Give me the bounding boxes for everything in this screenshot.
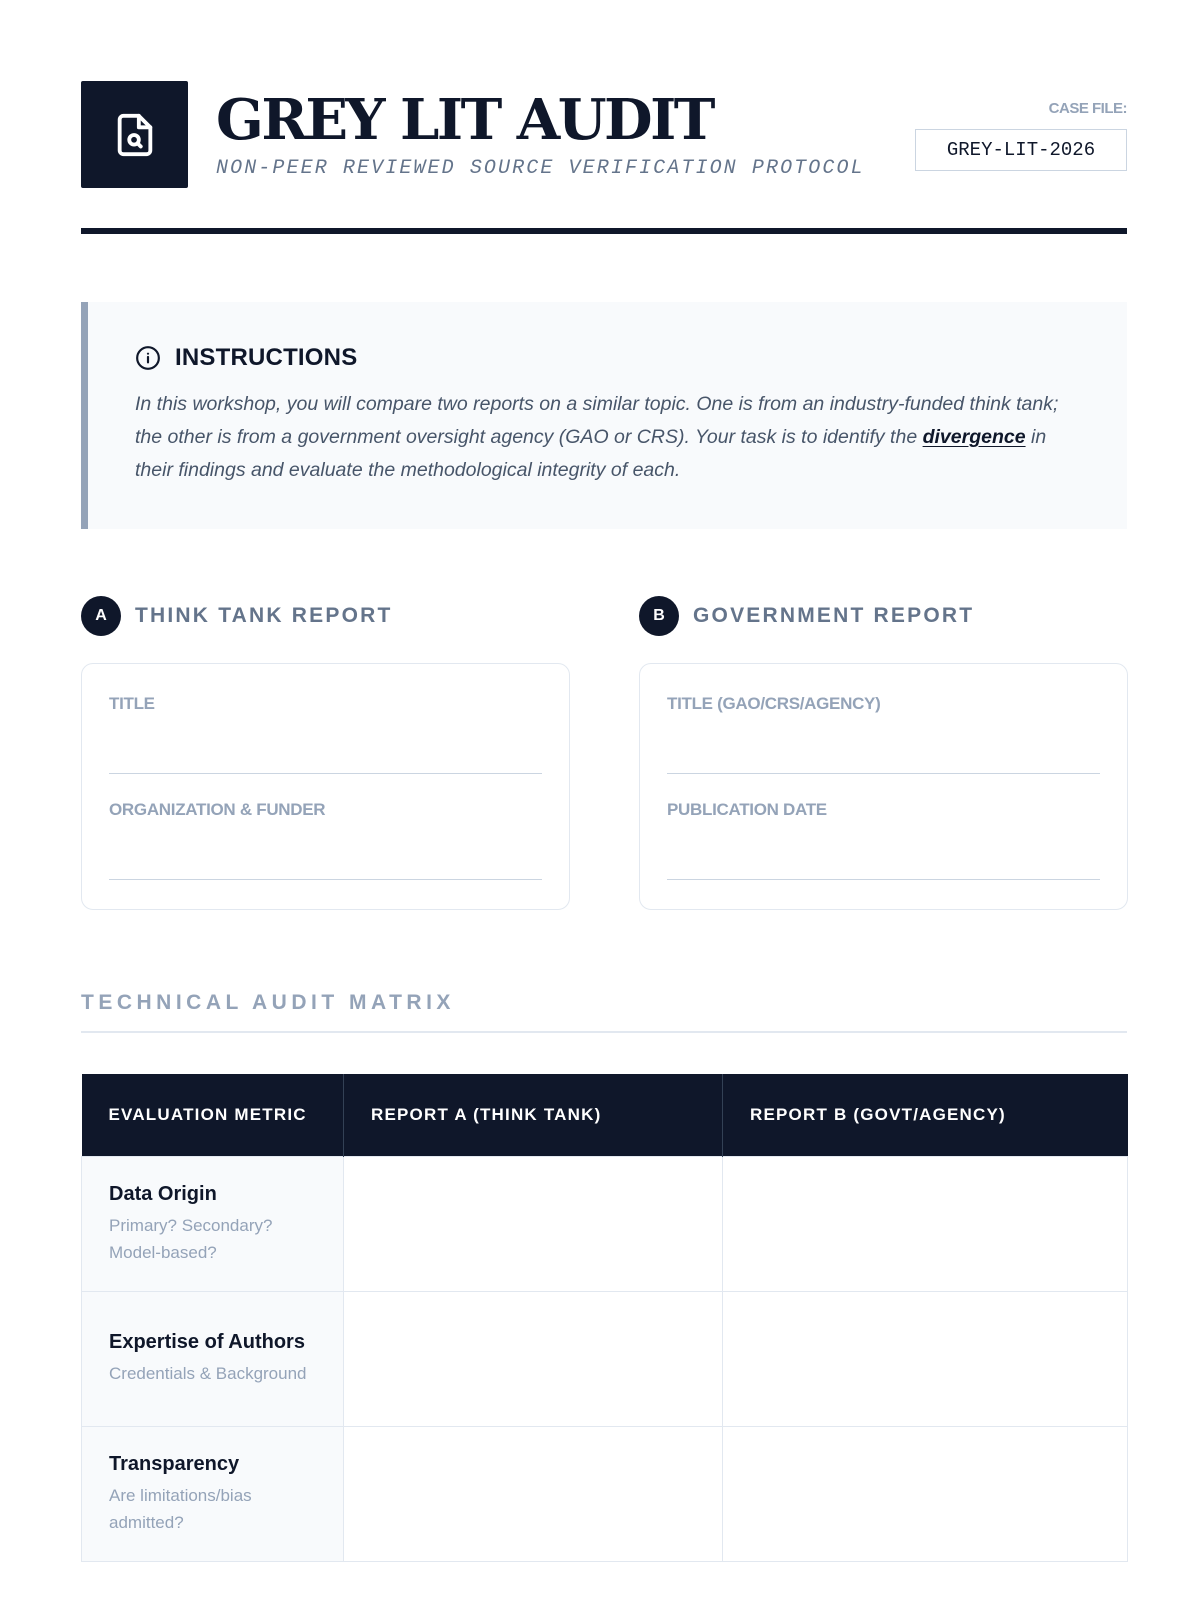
document-search-icon: [112, 112, 158, 158]
column-header-report-b: REPORT B (GOVT/AGENCY): [723, 1074, 1128, 1157]
instructions-body: [135, 388, 1075, 487]
report-a-header: [81, 596, 393, 636]
report-b-cell[interactable]: [723, 1157, 1128, 1292]
report-a-title: THINK TANK REPORT: [135, 604, 393, 627]
table-header-row: [82, 1074, 1128, 1157]
field-label: PUBLICATION DATE: [667, 800, 827, 819]
report-a-cell[interactable]: [344, 1157, 723, 1292]
field-label: TITLE (GAO/CRS/AGENCY): [667, 694, 881, 713]
metric-cell: [82, 1292, 344, 1427]
report-b-date-field[interactable]: [667, 800, 1100, 880]
case-file-field[interactable]: GREY-LIT-2026: [915, 129, 1127, 171]
report-b-title: GOVERNMENT REPORT: [693, 604, 975, 627]
matrix-divider: [81, 1031, 1127, 1033]
metric-name: Expertise of Authors: [109, 1331, 305, 1353]
report-b-cell[interactable]: [723, 1292, 1128, 1427]
info-icon: [135, 345, 161, 371]
field-label: TITLE: [109, 694, 155, 713]
page-subtitle: NON-PEER REVIEWED SOURCE VERIFICATION PROTOCOL: [216, 157, 865, 180]
metric-cell: [82, 1157, 344, 1292]
metric-name: Transparency: [109, 1452, 240, 1475]
report-b-badge: B: [639, 596, 679, 636]
column-header-report-a: REPORT A (THINK TANK): [344, 1074, 723, 1157]
metric-cell: [82, 1427, 344, 1562]
table-row: [82, 1292, 1128, 1427]
logo: [81, 81, 188, 188]
report-a-card: [81, 663, 570, 910]
audit-matrix-table: [81, 1074, 1128, 1562]
header: [81, 81, 1127, 189]
report-b-title-field[interactable]: [667, 694, 1100, 774]
report-b-card: [639, 663, 1128, 910]
instructions-text-start: In this workshop, you will compare two reports on a similar topic. One is from an industry-funded think tank; the other is from a government oversight agency (GAO or CRS). Your task is to identify the: [135, 393, 1059, 448]
metric-hint: Credentials & Background: [109, 1364, 307, 1383]
instructions-header: [135, 344, 357, 372]
instructions-panel: [81, 302, 1127, 529]
case-file-label: CASE FILE:: [1048, 100, 1127, 117]
report-a-badge: A: [81, 596, 121, 636]
report-a-title-field[interactable]: [109, 694, 542, 774]
instructions-text-end: in their findings and evaluate the methodological integrity of each.: [135, 426, 1047, 481]
column-header-metric: EVALUATION METRIC: [82, 1074, 344, 1157]
table-row: [82, 1427, 1128, 1562]
matrix-heading: TECHNICAL AUDIT MATRIX: [81, 991, 455, 1014]
page-title: GREY LIT AUDIT: [216, 87, 713, 153]
table-row: [82, 1157, 1128, 1292]
instructions-emphasis: divergence: [922, 426, 1026, 448]
report-b-header: [639, 596, 974, 636]
report-a-cell[interactable]: [344, 1427, 723, 1562]
report-b-cell[interactable]: [723, 1427, 1128, 1562]
field-label: ORGANIZATION & FUNDER: [109, 800, 326, 819]
instructions-title: INSTRUCTIONS: [175, 344, 358, 371]
report-a-organization-field[interactable]: [109, 800, 542, 880]
report-a-cell[interactable]: [344, 1292, 723, 1427]
metric-name: Data Origin: [109, 1182, 217, 1205]
header-divider: [81, 228, 1127, 234]
metric-hint: Primary? Secondary? Model-based?: [109, 1215, 273, 1262]
metric-hint: Are limitations/bias admitted?: [109, 1485, 252, 1532]
